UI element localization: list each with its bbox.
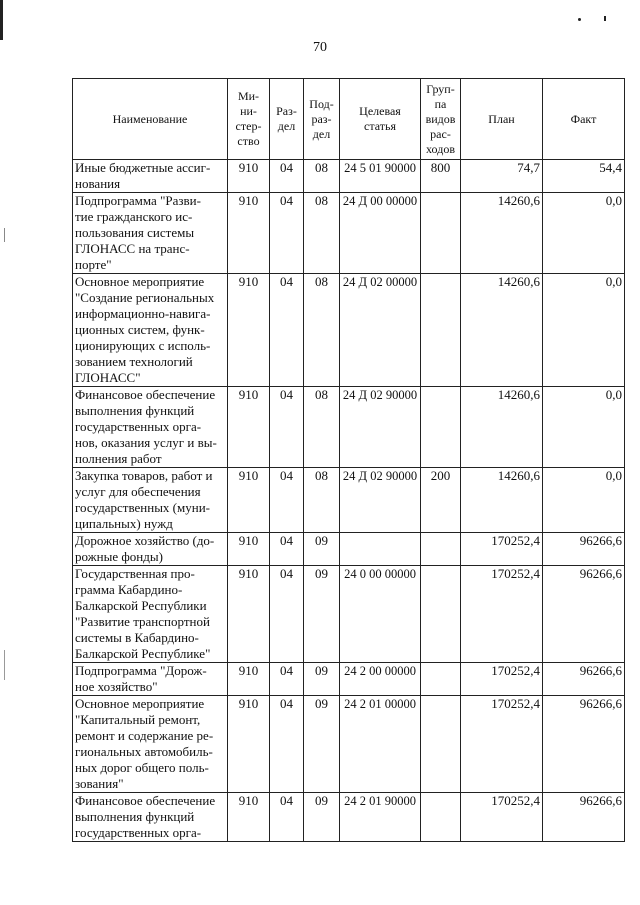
row-plan-cell: 170252,4 xyxy=(461,793,543,842)
row-group-cell xyxy=(421,663,461,696)
row-subsection-cell: 09 xyxy=(304,533,340,566)
row-section-cell: 04 xyxy=(270,793,304,842)
row-target-cell: 24 0 00 00000 xyxy=(340,566,421,663)
table-row xyxy=(73,566,625,663)
scan-edge-mark xyxy=(0,0,3,40)
scan-speck xyxy=(4,650,5,680)
header-ministry: Ми- ни- стер- ство xyxy=(228,79,270,160)
row-ministry-cell: 910 xyxy=(228,533,270,566)
row-name-cell: Закупка товаров, работ и услуг для обеспечения государственных (муни- ципальных) нужд xyxy=(73,468,228,533)
row-target-cell: 24 Д 00 00000 xyxy=(340,193,421,274)
row-section-cell: 04 xyxy=(270,533,304,566)
row-name-cell: Подпрограмма "Разви- тие гражданского ис- пользования системы ГЛОНАСС на транс- порте" xyxy=(73,193,228,274)
row-name-cell: Государственная про- грамма Кабардино- Балкарской Республики "Развитие транспортной системы в Кабардино- Балкарской Республике" xyxy=(73,566,228,663)
page-number: 70 xyxy=(313,40,327,55)
row-fact-cell: 0,0 xyxy=(543,193,625,274)
row-section-cell: 04 xyxy=(270,566,304,663)
row-name-cell: Иные бюджетные ассиг- нования xyxy=(73,160,228,193)
row-group-cell xyxy=(421,566,461,663)
budget-table xyxy=(72,78,625,842)
row-plan-cell: 170252,4 xyxy=(461,696,543,793)
row-plan-cell: 170252,4 xyxy=(461,566,543,663)
row-group-cell xyxy=(421,387,461,468)
table-row xyxy=(73,468,625,533)
row-group-cell xyxy=(421,193,461,274)
scan-speck xyxy=(604,16,606,21)
header-name: Наименование xyxy=(73,79,228,160)
row-group-cell xyxy=(421,533,461,566)
row-fact-cell: 96266,6 xyxy=(543,566,625,663)
row-plan-cell: 170252,4 xyxy=(461,533,543,566)
scan-speck xyxy=(4,228,5,242)
header-target: Целевая статья xyxy=(340,79,421,160)
row-plan-cell: 14260,6 xyxy=(461,274,543,387)
row-plan-cell: 74,7 xyxy=(461,160,543,193)
row-ministry-cell: 910 xyxy=(228,696,270,793)
row-group-cell xyxy=(421,696,461,793)
table-row xyxy=(73,274,625,387)
row-plan-cell: 14260,6 xyxy=(461,468,543,533)
row-plan-cell: 14260,6 xyxy=(461,193,543,274)
row-name-cell: Финансовое обеспечение выполнения функций государственных орга- нов, оказания услуг и вы- полнения работ xyxy=(73,387,228,468)
row-ministry-cell: 910 xyxy=(228,566,270,663)
table-row xyxy=(73,696,625,793)
row-subsection-cell: 08 xyxy=(304,193,340,274)
row-section-cell: 04 xyxy=(270,193,304,274)
row-target-cell xyxy=(340,533,421,566)
row-section-cell: 04 xyxy=(270,160,304,193)
row-subsection-cell: 09 xyxy=(304,566,340,663)
row-group-cell: 800 xyxy=(421,160,461,193)
row-name-cell: Финансовое обеспечение выполнения функций государственных орга- xyxy=(73,793,228,842)
scan-speck xyxy=(578,18,581,21)
table-row xyxy=(73,793,625,842)
row-fact-cell: 0,0 xyxy=(543,468,625,533)
row-fact-cell: 54,4 xyxy=(543,160,625,193)
row-name-cell: Основное мероприятие "Создание региональных информационно-навига- ционных систем, функ- ционирующих с исполь- зованием технологий ГЛОНАСС" xyxy=(73,274,228,387)
row-ministry-cell: 910 xyxy=(228,468,270,533)
row-ministry-cell: 910 xyxy=(228,274,270,387)
row-fact-cell: 96266,6 xyxy=(543,793,625,842)
row-target-cell: 24 2 01 90000 xyxy=(340,793,421,842)
row-ministry-cell: 910 xyxy=(228,160,270,193)
row-group-cell xyxy=(421,274,461,387)
row-plan-cell: 14260,6 xyxy=(461,387,543,468)
row-section-cell: 04 xyxy=(270,468,304,533)
header-expense-group: Груп- па видов рас- ходов xyxy=(421,79,461,160)
row-fact-cell: 96266,6 xyxy=(543,533,625,566)
row-name-cell: Дорожное хозяйство (до- рожные фонды) xyxy=(73,533,228,566)
row-target-cell: 24 5 01 90000 xyxy=(340,160,421,193)
table-row xyxy=(73,663,625,696)
row-subsection-cell: 09 xyxy=(304,663,340,696)
row-subsection-cell: 09 xyxy=(304,793,340,842)
row-fact-cell: 0,0 xyxy=(543,387,625,468)
row-name-cell: Основное мероприятие "Капитальный ремонт, ремонт и содержание ре- гиональных автомобиль- ных дорог общего поль- зования" xyxy=(73,696,228,793)
row-ministry-cell: 910 xyxy=(228,663,270,696)
table-row xyxy=(73,193,625,274)
row-section-cell: 04 xyxy=(270,387,304,468)
row-subsection-cell: 08 xyxy=(304,387,340,468)
row-target-cell: 24 Д 02 00000 xyxy=(340,274,421,387)
row-target-cell: 24 2 01 00000 xyxy=(340,696,421,793)
row-ministry-cell: 910 xyxy=(228,387,270,468)
row-target-cell: 24 2 00 00000 xyxy=(340,663,421,696)
row-fact-cell: 0,0 xyxy=(543,274,625,387)
row-ministry-cell: 910 xyxy=(228,193,270,274)
row-fact-cell: 96266,6 xyxy=(543,663,625,696)
row-fact-cell: 96266,6 xyxy=(543,696,625,793)
row-group-cell: 200 xyxy=(421,468,461,533)
header-section: Раз- дел xyxy=(270,79,304,160)
table-body xyxy=(73,160,625,842)
row-target-cell: 24 Д 02 90000 xyxy=(340,387,421,468)
row-group-cell xyxy=(421,793,461,842)
row-name-cell: Подпрограмма "Дорож- ное хозяйство" xyxy=(73,663,228,696)
row-plan-cell: 170252,4 xyxy=(461,663,543,696)
row-subsection-cell: 08 xyxy=(304,274,340,387)
row-section-cell: 04 xyxy=(270,696,304,793)
table-row xyxy=(73,387,625,468)
row-section-cell: 04 xyxy=(270,663,304,696)
table-header-row xyxy=(73,79,625,160)
header-plan: План xyxy=(461,79,543,160)
header-subsection: Под- раз- дел xyxy=(304,79,340,160)
table-row xyxy=(73,160,625,193)
row-subsection-cell: 08 xyxy=(304,468,340,533)
row-subsection-cell: 08 xyxy=(304,160,340,193)
row-target-cell: 24 Д 02 90000 xyxy=(340,468,421,533)
table-row xyxy=(73,533,625,566)
row-ministry-cell: 910 xyxy=(228,793,270,842)
header-fact: Факт xyxy=(543,79,625,160)
row-section-cell: 04 xyxy=(270,274,304,387)
row-subsection-cell: 09 xyxy=(304,696,340,793)
